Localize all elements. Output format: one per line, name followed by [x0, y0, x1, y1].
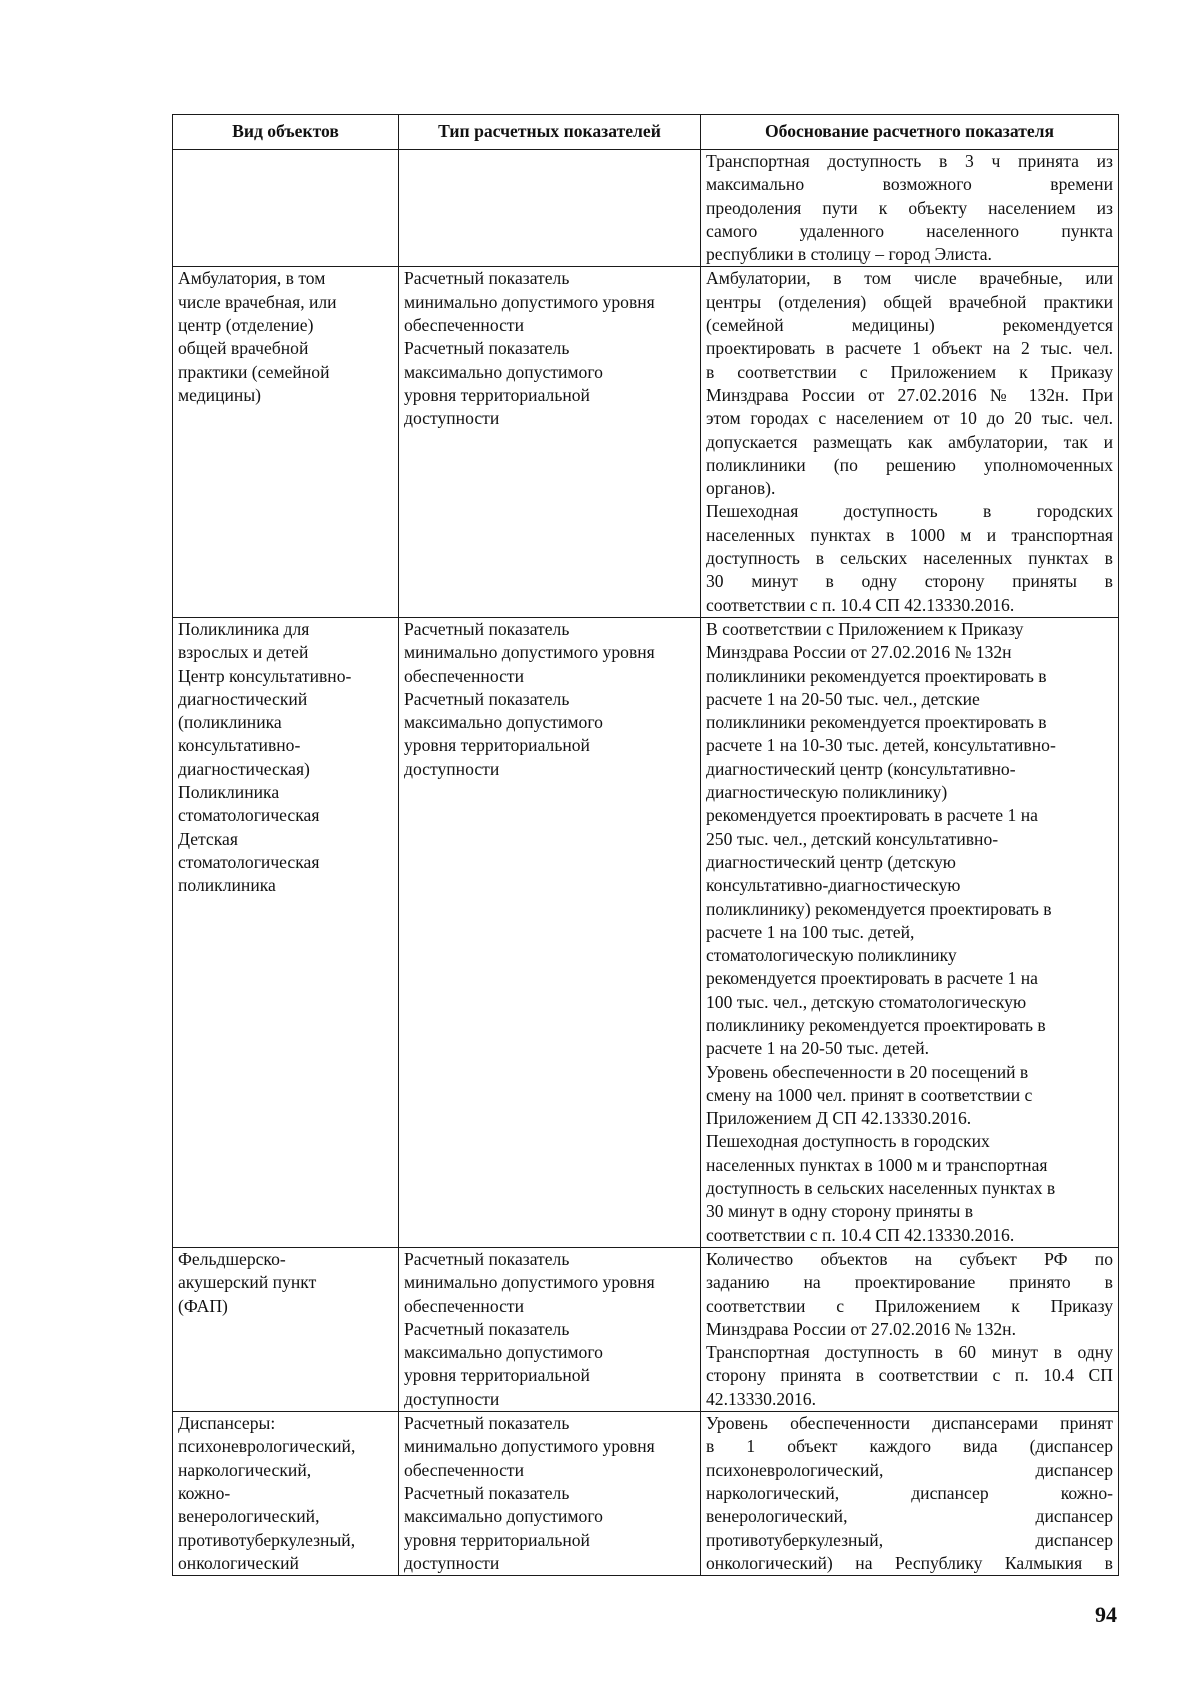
indicator-type-line: Расчетный показатель — [404, 688, 570, 709]
justification-line: Приложением Д СП 42.13330.2016. — [706, 1108, 972, 1129]
indicator-type-line: уровня территориальной — [404, 735, 590, 756]
indicator-type-line: максимально допустимого — [404, 361, 603, 382]
object-type-cell — [173, 1412, 399, 1576]
indicator-type-line: минимально допустимого уровня — [404, 1272, 655, 1293]
justification-line: Уровень обеспеченности диспансерами принят — [706, 1413, 1113, 1434]
object-type-line: центр (отделение) — [178, 315, 314, 336]
indicator-type-line: Расчетный показатель — [404, 338, 570, 359]
justification-line: Минздрава России от 27.02.2016 № 132н — [706, 642, 1012, 663]
justification-line: Транспортная доступность в 3 ч принята из — [706, 151, 1113, 171]
indicator-type-line: доступности — [404, 408, 500, 429]
table-row — [173, 1412, 1119, 1576]
indicator-type-line: минимально допустимого уровня — [404, 1436, 655, 1457]
header-object-type: Вид объектов — [173, 115, 399, 150]
object-type-line: Фельдшерско- — [178, 1248, 286, 1269]
object-type-line: Диспансеры: — [178, 1413, 276, 1434]
justification-line: рекомендуется проектировать в расчете 1 на — [706, 805, 1038, 826]
justification-line: диагностический центр (консультативно- — [706, 758, 1016, 779]
indicator-type-line: Расчетный показатель — [404, 1318, 570, 1339]
indicator-type-cell — [399, 1412, 701, 1576]
justification-line: в соответствии с Приложением к Приказу — [706, 361, 1113, 382]
indicator-type-line: доступности — [404, 758, 500, 779]
justification-line: доступность в сельских населенных пунктах в — [706, 1178, 1056, 1199]
justification-line: допускается размещать как амбулатории, так и — [706, 431, 1113, 452]
object-type-line: акушерский пункт — [178, 1272, 317, 1293]
justification-line: соответствии с п. 10.4 СП 42.13330.2016. — [706, 594, 1015, 615]
justification-line: преодоления пути к объекту населением из — [706, 197, 1113, 218]
justification-line: республики в столицу – город Элиста. — [706, 244, 992, 265]
justification-line: рекомендуется проектировать в расчете 1 на — [706, 968, 1038, 989]
justification-line: Количество объектов на субъект РФ по — [706, 1248, 1113, 1269]
justification-line: консультативно-диагностическую — [706, 875, 961, 896]
justification-line: 250 тыс. чел., детский консультативно- — [706, 828, 999, 849]
indicator-type-line: максимально допустимого — [404, 1342, 603, 1363]
justification-line: поликлиники (по решению уполномоченных — [706, 454, 1113, 475]
indicator-type-line: Расчетный показатель — [404, 1482, 570, 1503]
justification-line: Транспортная доступность в 60 минут в одну — [706, 1342, 1113, 1363]
object-type-line: противотуберкулезный, — [178, 1529, 356, 1550]
object-type-cell — [173, 617, 399, 1247]
justification-line: Минздрава России от 27.02.2016 № 132н. — [706, 1318, 1016, 1339]
justification-line: расчете 1 на 20-50 тыс. детей. — [706, 1038, 930, 1059]
justification-cell — [701, 1412, 1119, 1576]
justification-line: соответствии с Приложением к Приказу — [706, 1295, 1113, 1316]
justification-line: противотуберкулезный, диспансер — [706, 1529, 1113, 1550]
justification-line: (семейной медицины) рекомендуется — [706, 315, 1113, 336]
object-type-line: диагностический — [178, 688, 308, 709]
indicator-type-cell — [399, 150, 701, 267]
justification-cell — [701, 617, 1119, 1247]
object-type-line: стоматологическая — [178, 805, 320, 826]
indicator-type-line: доступности — [404, 1552, 500, 1573]
justification-line: 42.13330.2016. — [706, 1388, 816, 1409]
justification-line: Пешеходная доступность в городских — [706, 501, 1113, 522]
indicator-type-line: доступности — [404, 1388, 500, 1409]
object-type-line: наркологический, — [178, 1459, 312, 1480]
page-number: 94 — [1095, 1602, 1117, 1627]
indicator-type-line: Расчетный показатель — [404, 268, 570, 289]
justification-line: венерологический, диспансер — [706, 1506, 1113, 1527]
table-header-row — [173, 115, 1119, 150]
justification-line: самого удаленного населенного пункта — [706, 220, 1113, 241]
justification-line: сторону принята в соответствии с п. 10.4 СП — [706, 1365, 1113, 1386]
object-type-line: Детская — [178, 828, 238, 849]
normative-indicators-table — [172, 114, 1119, 1576]
justification-cell — [701, 1247, 1119, 1411]
table-row — [173, 150, 1119, 267]
justification-line: наркологический, диспансер кожно- — [706, 1482, 1113, 1503]
object-type-line: стоматологическая — [178, 851, 320, 872]
justification-line: доступность в сельских населенных пунктах в — [706, 548, 1113, 569]
justification-line: психоневрологический, диспансер — [706, 1459, 1113, 1480]
justification-line: поликлинику) рекомендуется проектировать в — [706, 898, 1052, 919]
indicator-type-line: уровня территориальной — [404, 1529, 590, 1550]
justification-line: этом городах с населением от 10 до 20 тыс. чел. — [706, 408, 1113, 429]
justification-line: поликлиники рекомендуется проектировать в — [706, 712, 1047, 733]
object-type-line: Поликлиника для — [178, 618, 310, 639]
object-type-line: психоневрологический, — [178, 1436, 356, 1457]
object-type-cell — [173, 150, 399, 267]
indicator-type-line: Расчетный показатель — [404, 1413, 570, 1434]
justification-line: населенных пунктах в 1000 м и транспортная — [706, 524, 1113, 545]
justification-line: 100 тыс. чел., детскую стоматологическую — [706, 991, 1027, 1012]
header-indicator-type: Тип расчетных показателей — [399, 115, 701, 150]
justification-line: населенных пунктах в 1000 м и транспортная — [706, 1154, 1048, 1175]
justification-line: поликлинику рекомендуется проектировать в — [706, 1014, 1046, 1035]
indicator-type-line: обеспеченности — [404, 315, 524, 336]
justification-line: 30 минут в одну сторону приняты в — [706, 571, 1113, 592]
justification-line: соответствии с п. 10.4 СП 42.13330.2016. — [706, 1224, 1015, 1245]
justification-line: смену на 1000 чел. принят в соответствии с — [706, 1084, 1033, 1105]
justification-line: максимально возможного времени — [706, 174, 1113, 195]
indicator-type-line: обеспеченности — [404, 1459, 524, 1480]
justification-cell — [701, 150, 1119, 267]
indicator-type-cell — [399, 1247, 701, 1411]
justification-line: органов). — [706, 478, 776, 499]
object-type-line: (поликлиника — [178, 712, 282, 733]
justification-line: заданию на проектирование принято в — [706, 1272, 1113, 1293]
justification-line: в 1 объект каждого вида (диспансер — [706, 1436, 1113, 1457]
indicator-type-line: минимально допустимого уровня — [404, 291, 655, 312]
object-type-line: Центр консультативно- — [178, 665, 352, 686]
object-type-line: поликлиника — [178, 875, 276, 896]
justification-line: Пешеходная доступность в городских — [706, 1131, 990, 1152]
object-type-line: практики (семейной — [178, 361, 330, 382]
indicator-type-cell — [399, 267, 701, 617]
indicator-type-line: уровня территориальной — [404, 1365, 590, 1386]
justification-line: Уровень обеспеченности в 20 посещений в — [706, 1061, 1029, 1082]
object-type-line: Поликлиника — [178, 782, 280, 803]
object-type-line: онкологический — [178, 1552, 299, 1573]
justification-line: В соответствии с Приложением к Приказу — [706, 618, 1024, 639]
justification-line: проектировать в расчете 1 объект на 2 тыс. чел. — [706, 338, 1113, 359]
justification-line: расчете 1 на 20-50 тыс. чел., детские — [706, 688, 980, 709]
indicator-type-line: минимально допустимого уровня — [404, 642, 655, 663]
indicator-type-line: Расчетный показатель — [404, 618, 570, 639]
justification-line: диагностическую поликлинику) — [706, 782, 948, 803]
indicator-type-line: уровня территориальной — [404, 384, 590, 405]
justification-line: центры (отделения) общей врачебной практики — [706, 291, 1113, 312]
indicator-type-line: максимально допустимого — [404, 1506, 603, 1527]
object-type-line: общей врачебной — [178, 338, 309, 359]
object-type-line: Амбулатория, в том — [178, 268, 326, 289]
header-justification: Обоснование расчетного показателя — [701, 115, 1119, 150]
object-type-line: кожно- — [178, 1482, 231, 1503]
justification-line: 30 минут в одну сторону приняты в — [706, 1201, 974, 1222]
justification-line: онкологический) на Республику Калмыкия в — [706, 1552, 1113, 1573]
indicator-type-line: максимально допустимого — [404, 712, 603, 733]
justification-line: поликлиники рекомендуется проектировать в — [706, 665, 1047, 686]
object-type-line: (ФАП) — [178, 1295, 228, 1316]
indicator-type-line: обеспеченности — [404, 665, 524, 686]
object-type-cell — [173, 1247, 399, 1411]
justification-line: Амбулатории, в том числе врачебные, или — [706, 268, 1113, 289]
indicator-type-cell — [399, 617, 701, 1247]
object-type-line: консультативно- — [178, 735, 301, 756]
table-body — [173, 150, 1119, 1576]
table-row — [173, 617, 1119, 1247]
justification-cell — [701, 267, 1119, 617]
justification-line: расчете 1 на 100 тыс. детей, — [706, 921, 915, 942]
indicator-type-line: Расчетный показатель — [404, 1248, 570, 1269]
object-type-line: венерологический, — [178, 1506, 320, 1527]
table-row — [173, 267, 1119, 617]
justification-line: диагностический центр (детскую — [706, 851, 956, 872]
indicator-type-line: обеспеченности — [404, 1295, 524, 1316]
object-type-cell — [173, 267, 399, 617]
justification-line: расчете 1 на 10-30 тыс. детей, консультативно- — [706, 735, 1056, 756]
justification-line: Минздрава России от 27.02.2016 № 132н. При — [706, 384, 1113, 405]
table-row — [173, 1247, 1119, 1411]
object-type-line: числе врачебная, или — [178, 291, 337, 312]
justification-line: стоматологическую поликлинику — [706, 945, 957, 966]
object-type-line: взрослых и детей — [178, 642, 309, 663]
object-type-line: медицины) — [178, 384, 262, 405]
object-type-line: диагностическая) — [178, 758, 310, 779]
